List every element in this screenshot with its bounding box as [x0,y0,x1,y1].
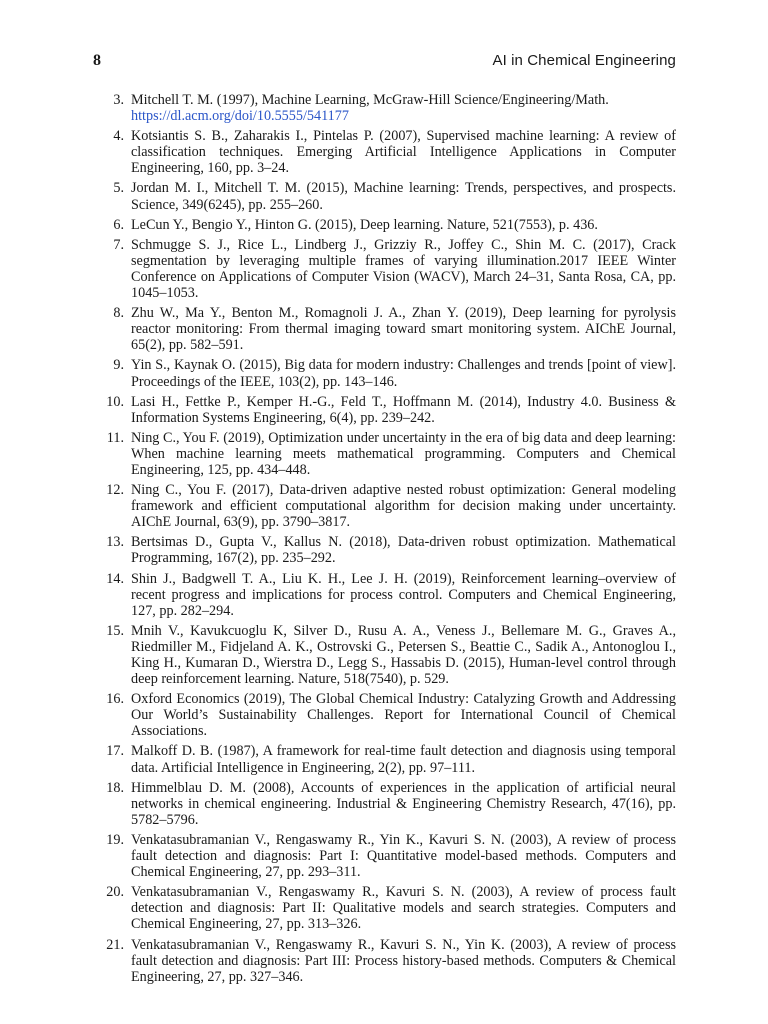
reference-text: Jordan M. I., Mitchell T. M. (2015), Machine learning: Trends, perspectives, and prospects. Science, 349(6245), pp. 255–260. [131,180,676,213]
reference-text: Venkatasubramanian V., Rengaswamy R., Yin K., Kavuri S. N. (2003), A review of process fault detection and diagnosis: Part I: Quantitative model-based methods. Computers and Chemical Engineering, 27, pp. 293–311. [131,831,676,881]
reference-item [93,237,676,301]
reference-list [93,92,676,989]
reference-item [93,430,676,478]
reference-text: LeCun Y., Bengio Y., Hinton G. (2015), Deep learning. Nature, 521(7553), p. 436. [131,216,598,233]
reference-number: 18. [106,779,124,796]
reference-number: 12. [106,482,124,499]
reference-number: 20. [106,884,124,901]
reference-number: 16. [106,691,124,708]
reference-number: 21. [106,936,124,953]
reference-item [93,305,676,353]
reference-text: Bertsimas D., Gupta V., Kallus N. (2018), Data-driven robust optimization. Mathematical Programming, 167(2), pp. 235–292. [131,534,676,567]
reference-text: Mitchell T. M. (1997), Machine Learning, McGraw-Hill Science/Engineering/Math. [131,92,609,108]
reference-item [93,937,676,985]
running-title: AI in Chemical Engineering [492,52,676,69]
reference-item [93,180,676,212]
reference-text: Zhu W., Ma Y., Benton M., Romagnoli J. A., Zhan Y. (2019), Deep learning for pyrolysis reactor monitoring: From thermal imaging toward smart monitoring system. AIChE Journal, 65(2), pp. 582–591. [131,305,676,354]
reference-item [93,571,676,619]
reference-number: 8. [113,305,124,322]
reference-number: 6. [113,216,124,233]
reference-item [93,691,676,739]
reference-text: Oxford Economics (2019), The Global Chemical Industry: Catalyzing Growth and Addressing Our World’s Sustainability Challenges. Report for International Council of Chemical Associations. [131,691,676,740]
reference-number: 4. [113,128,124,145]
reference-text: Kotsiantis S. B., Zaharakis I., Pintelas P. (2007), Supervised machine learning: A review of classification techniques. Emerging Artificial Intelligence Applications in Computer Engineering, 160, pp. 3–24. [131,128,676,177]
reference-number: 5. [113,180,124,197]
reference-item [93,884,676,932]
reference-item [93,482,676,530]
reference-text: Ning C., You F. (2017), Data-driven adaptive nested robust optimization: General modeling framework and efficient computational algorithm for decision making under uncertainty. AIChE Journal, 63(9), pp. 3790–3817. [131,482,676,531]
reference-text: Lasi H., Fettke P., Kemper H.-G., Feld T., Hoffmann M. (2014), Industry 4.0. Business & Information Systems Engineering, 6(4), pp. 239–242. [131,393,676,426]
reference-number: 19. [106,831,124,848]
reference-number: 11. [106,429,124,446]
reference-number: 3. [113,92,124,108]
reference-doi-link[interactable]: https://dl.acm.org/doi/10.5555/541177 [131,108,349,125]
reference-number: 10. [106,393,124,410]
page-header [93,50,676,72]
reference-number: 14. [106,570,124,587]
reference-text: Yin S., Kaynak O. (2015), Big data for modern industry: Challenges and trends [point of view]. Proceedings of the IEEE, 103(2), pp. 143–146. [131,357,676,390]
reference-text: Venkatasubramanian V., Rengaswamy R., Kavuri S. N., Yin K. (2003), A review of process fault detection and diagnosis: Part III: Process history-based methods. Computers & Chemical Engineering, 27, pp. 327–346. [131,936,676,985]
reference-item [93,357,676,389]
reference-number: 17. [106,743,124,760]
reference-text: Malkoff D. B. (1987), A framework for real-time fault detection and diagnosis using temporal data. Artificial Intelligence in Engineering, 2(2), pp. 97–111. [131,743,676,776]
reference-text: Himmelblau D. M. (2008), Accounts of experiences in the application of artificial neural networks in chemical engineering. Industrial & Engineering Chemistry Research, 47(16), pp. 5782–5796. [131,779,676,828]
reference-text: Shin J., Badgwell T. A., Liu K. H., Lee J. H. (2019), Reinforcement learning–overview of recent progress and implications for process control. Computers and Chemical Engineering, 127, pp. 282–294. [131,570,676,619]
reference-text: Mnih V., Kavukcuoglu K, Silver D., Rusu A. A., Veness J., Bellemare M. G., Graves A., Riedmiller M., Fidjeland A. K., Ostrovski G., Petersen S., Beattie C., Sadik A., Antonoglou I., King H., Kumaran D., Wierstra D., Legg S., Hassabis D. (2015), Human-level control through deep reinforcement learning. Nature, 518(7540), p. 529. [131,622,676,688]
reference-number: 9. [113,357,124,374]
reference-item [93,623,676,687]
reference-item [93,394,676,426]
reference-item [93,92,676,124]
reference-item [93,534,676,566]
reference-item [93,217,676,233]
reference-item [93,743,676,775]
reference-number: 13. [106,534,124,551]
reference-item [93,780,676,828]
reference-number: 15. [106,622,124,639]
reference-item [93,128,676,176]
page-number: 8 [93,52,101,69]
reference-text: Venkatasubramanian V., Rengaswamy R., Kavuri S. N. (2003), A review of process fault detection and diagnosis: Part II: Qualitative models and search strategies. Computers and Chemical Engineering, 27, pp. 313–326. [131,884,676,933]
reference-number: 7. [113,236,124,253]
reference-text: Ning C., You F. (2019), Optimization under uncertainty in the era of big data and deep learning: When machine learning meets mathematical programming. Computers and Chemical Engineering, 125, pp. 434–448. [131,429,676,478]
reference-text: Schmugge S. J., Rice L., Lindberg J., Grizziy R., Joffey C., Shin M. C. (2017), Crack segmentation by leveraging multiple frames of varying illumination.2017 IEEE Winter Conference on Applications of Computer Vision (WACV), March 24–31, Santa Rosa, CA, pp. 1045–1053. [131,236,676,302]
reference-item [93,832,676,880]
